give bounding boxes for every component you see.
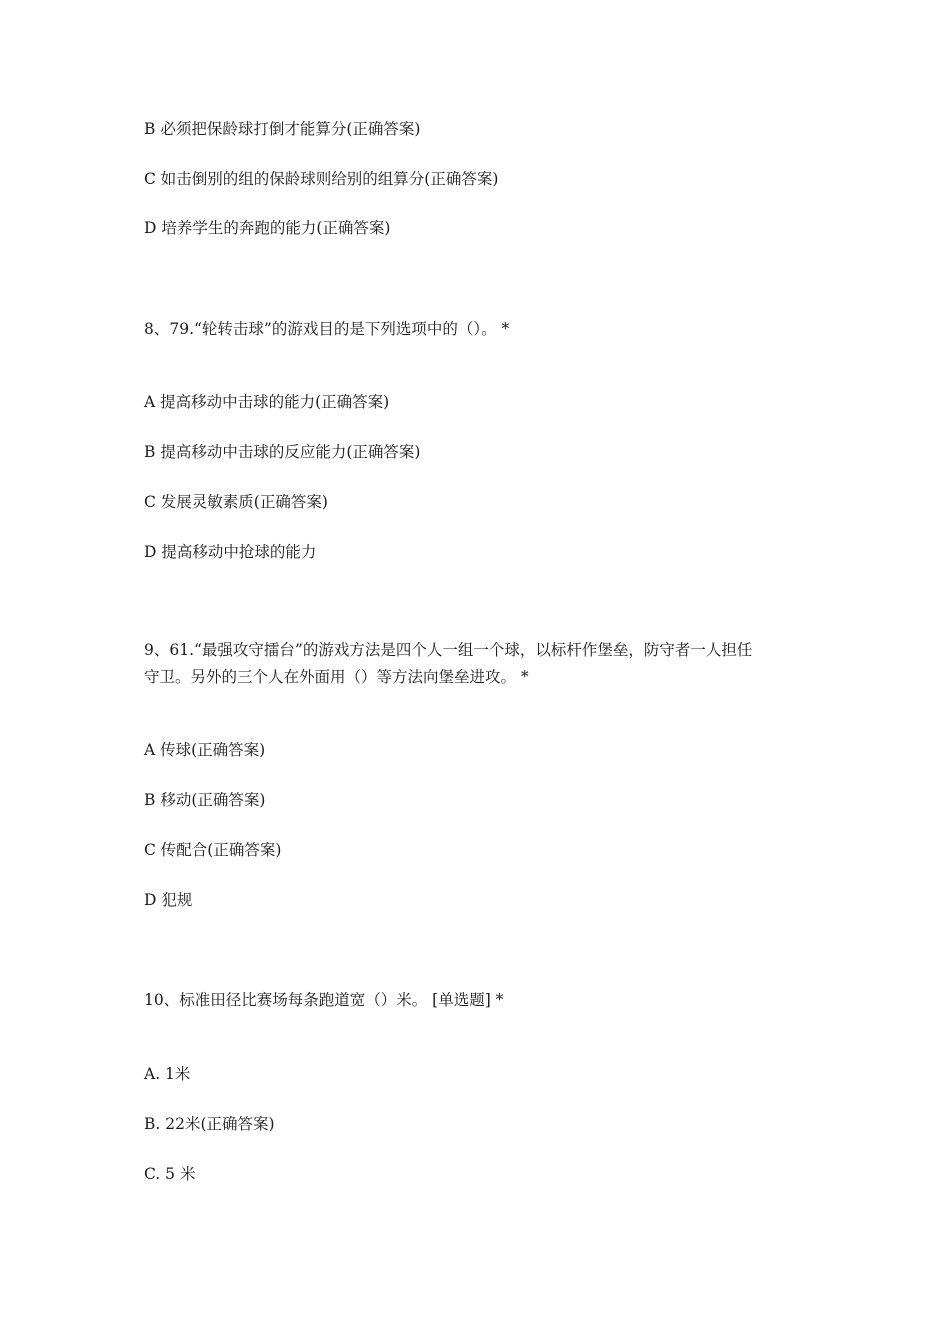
q8-option-b: B 提高移动中击球的反应能力(正确答案)	[144, 443, 421, 461]
q10-option-a: A. 1米	[144, 1065, 191, 1083]
q9-option-a: A 传球(正确答案)	[144, 741, 266, 759]
q9-question-line1: 9、61.“最强攻守擂台”的游戏方法是四个人一组一个球，以标杆作堡垒，防守者一人担任	[144, 641, 753, 659]
q8-option-a: A 提高移动中击球的能力(正确答案)	[144, 393, 390, 411]
q7-option-d: D 培养学生的奔跑的能力(正确答案)	[144, 219, 391, 237]
q7-option-b: B 必须把保龄球打倒才能算分(正确答案)	[144, 120, 421, 138]
q8-question-text: 8、79.“轮转击球”的游戏目的是下列选项中的（）。 *	[144, 320, 510, 338]
q8-option-d: D 提高移动中抢球的能力	[144, 543, 317, 561]
q9-option-c: C 传配合(正确答案)	[144, 841, 282, 859]
q8-option-c: C 发展灵敏素质(正确答案)	[144, 493, 328, 511]
q10-option-c: C. 5 米	[144, 1165, 196, 1183]
q9-option-b: B 移动(正确答案)	[144, 791, 266, 809]
q9-option-d: D 犯规	[144, 891, 193, 909]
q10-question-text: 10、标准田径比赛场每条跑道宽（）米。 [单选题] *	[144, 991, 504, 1009]
q10-option-b: B. 22米(正确答案)	[144, 1115, 275, 1133]
q7-option-c: C 如击倒别的组的保龄球则给别的组算分(正确答案)	[144, 170, 499, 188]
q9-question-line2: 守卫。另外的三个人在外面用（）等方法向堡垒进攻。 *	[144, 668, 529, 686]
